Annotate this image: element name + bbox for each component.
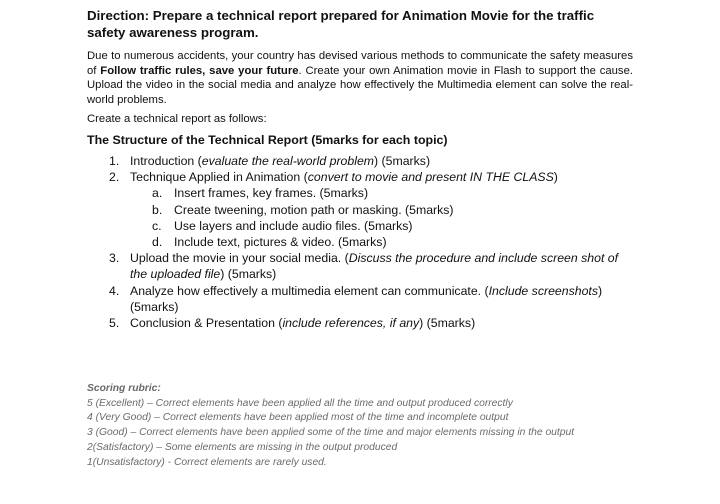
list-item-2 [87, 169, 633, 250]
rubric-line: 2(Satisfactory) – Some elements are missing in the output produced [87, 441, 398, 453]
rubric-line: 3 (Good) – Correct elements have been applied some of the time and major elements missing in the output [87, 427, 575, 439]
subitem-letter: c. [152, 218, 162, 233]
subitem-text: Use layers and include audio files. (5marks) [174, 218, 413, 233]
subitem-d [87, 234, 633, 250]
structure-list [87, 153, 633, 331]
rubric-title: Scoring rubric: [87, 383, 161, 394]
rubric-line: 4 (Very Good) – Correct elements have been applied most of the time and incomplete output [87, 412, 509, 424]
item-italic: include references, if any [282, 316, 420, 330]
subitem-text: Create tweening, motion path or masking. (5marks) [174, 202, 454, 217]
list-item-5 [87, 315, 633, 331]
intro-text-end: . Create your own Animation movie in Flash to support the cause. Upload the video in the social media and analyze how effectively the Multimedia element can solve the real-world problems. [87, 64, 633, 106]
item-number: 3. [109, 251, 120, 266]
item-tail: ) (5marks) [220, 267, 277, 282]
list-item-4 [87, 283, 633, 315]
item-italic: Include screenshots [488, 283, 598, 298]
rubric-line: 1(Unsatisfactory) - Correct elements are rarely used. [87, 456, 327, 468]
subitem-letter: d. [152, 234, 163, 249]
item-italic: Discuss the procedure and include screen shot of the uploaded file [130, 251, 619, 282]
intro-paragraph [87, 49, 633, 107]
direction-heading: Direction: Prepare a technical report prepared for Animation Movie for the traffic safety awareness program. [87, 8, 595, 40]
list-item-1 [87, 153, 633, 169]
item-number: 2. [109, 170, 120, 185]
item-tail: ) [553, 170, 558, 185]
item-tail: ) (5marks) [419, 316, 476, 330]
subitem-letter: b. [152, 202, 163, 217]
item-italic: convert to movie and present IN THE CLASS [307, 170, 554, 185]
item-text: Analyze how effectively a multimedia element can communicate. ( [130, 283, 489, 298]
item-number: 4. [109, 283, 120, 298]
intro-slogan: Follow traffic rules, save your future [100, 64, 299, 77]
item-text: Conclusion & Presentation ( [130, 316, 283, 330]
subitem-text: Include text, pictures & video. (5marks) [174, 234, 387, 249]
create-instruction: Create a technical report as follows: [87, 113, 267, 126]
structure-heading: The Structure of the Technical Report (5marks for each topic) [87, 132, 448, 147]
item-text: Technique Applied in Animation ( [130, 170, 308, 185]
subitem-letter: a. [152, 186, 163, 201]
subitem-b [87, 202, 633, 218]
scoring-rubric [87, 382, 633, 470]
item-tail: ) (5marks) [130, 283, 603, 314]
item-text: Introduction ( [130, 153, 202, 168]
item-number: 5. [109, 316, 120, 330]
list-item-3 [87, 250, 633, 282]
subitem-a [87, 185, 633, 201]
document-body [87, 8, 633, 331]
item-tail: ) (5marks) [374, 153, 431, 168]
technique-sublist [130, 185, 633, 250]
intro-text-start: Due to numerous accidents, your country has devised various methods to communicate the safety measures of [87, 50, 633, 77]
subitem-c [87, 218, 633, 234]
item-text: Upload the movie in your social media. ( [130, 251, 349, 266]
rubric-line: 5 (Excellent) – Correct elements have been applied all the time and output produced correctly [87, 397, 513, 409]
item-number: 1. [109, 153, 120, 168]
subitem-text: Insert frames, key frames. (5marks) [174, 186, 369, 201]
item-italic: evaluate the real-world problem [201, 153, 375, 168]
